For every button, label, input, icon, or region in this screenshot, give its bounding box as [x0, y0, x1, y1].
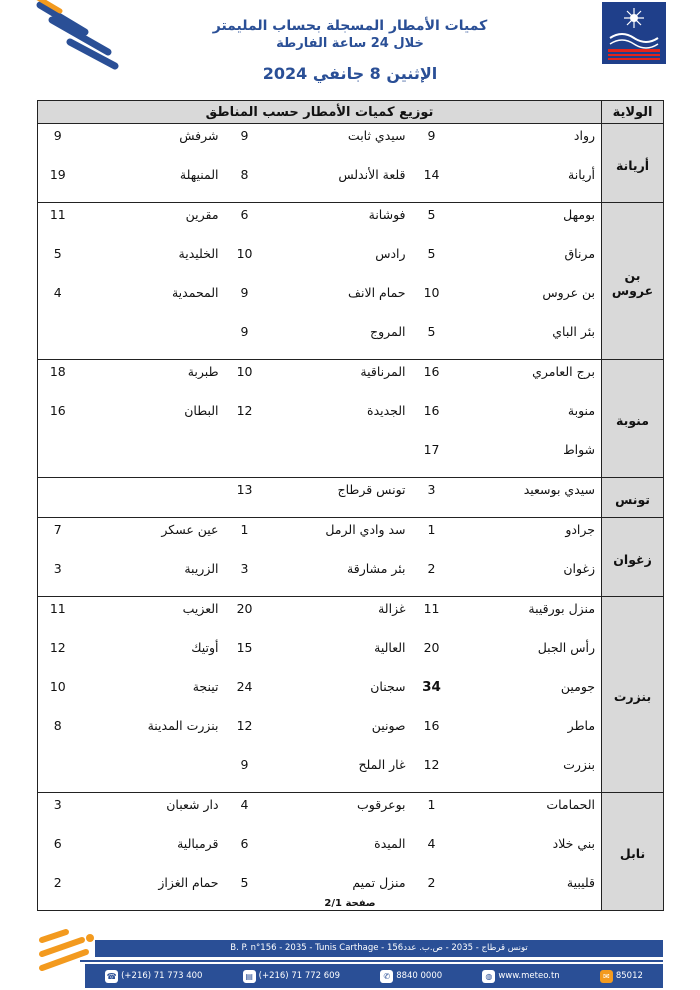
station-name: حمام الغزاز — [158, 875, 219, 890]
rain-value — [38, 438, 78, 478]
station-name: الحمامات — [452, 793, 602, 833]
fax-icon: ▤ — [243, 970, 256, 983]
station-name: العزيب — [78, 597, 225, 637]
station-name: تينجة — [192, 679, 219, 694]
governorate-cell: نابل — [602, 793, 664, 911]
rain-value: 5 — [427, 246, 436, 261]
rain-value — [38, 478, 78, 518]
station-name: جرادو — [452, 518, 602, 558]
footer — [0, 920, 700, 990]
footer-divider — [80, 960, 663, 962]
station-name: ماطر — [567, 718, 596, 733]
station-name: أريانة — [568, 167, 596, 182]
station-name: صونين — [371, 718, 406, 733]
rain-value: 2 — [53, 875, 62, 890]
rain-value: 18 — [38, 360, 78, 400]
station-name: المنيهلة — [179, 167, 219, 182]
table-row — [38, 242, 664, 281]
governorate-cell: بن عروس — [602, 203, 664, 360]
rain-value: 10 — [236, 246, 253, 261]
station-name: الزريبة — [184, 561, 219, 576]
station-name: بنزرت — [563, 757, 596, 772]
station-name — [78, 320, 225, 360]
rain-value: 10 — [49, 679, 66, 694]
rain-value: 6 — [240, 836, 249, 851]
rain-value: 11 — [38, 203, 78, 243]
rain-value: 2 — [427, 875, 436, 890]
station-name: طبربة — [78, 360, 225, 400]
rain-value: 19 — [49, 167, 66, 182]
table-row — [38, 163, 664, 203]
table-row — [38, 793, 664, 833]
station-name: غار الملح — [358, 757, 406, 772]
rain-value: 3 — [38, 793, 78, 833]
station-name: العالية — [374, 640, 406, 655]
rain-value: 12 — [236, 718, 253, 733]
table-row — [38, 438, 664, 478]
table-row — [38, 557, 664, 597]
sms-icon: ✉ — [600, 970, 613, 983]
station-name: الخليدية — [178, 246, 219, 261]
report-subtitle: خلال 24 ساعة الفارطة — [276, 36, 424, 51]
station-name: تونس قرطاج — [265, 478, 412, 518]
rain-value: 9 — [225, 124, 265, 164]
station-name: بئر مشارقة — [347, 561, 406, 576]
rain-value: 9 — [38, 124, 78, 164]
station-name: مقرين — [78, 203, 225, 243]
contact-text: (+216) 71 772 609 — [258, 971, 340, 981]
station-name: مرناق — [564, 246, 596, 261]
rain-value: 12 — [423, 757, 440, 772]
rain-value: 3 — [53, 561, 62, 576]
rain-value: 12 — [49, 640, 66, 655]
rain-value — [225, 438, 265, 478]
station-name — [78, 438, 225, 478]
table-row — [38, 597, 664, 637]
station-name: شواط — [563, 442, 596, 457]
table-row — [38, 203, 664, 243]
station-name — [78, 753, 225, 793]
table-row — [38, 281, 664, 320]
station-name: بنزرت المدينة — [147, 718, 219, 733]
rain-value: 2 — [427, 561, 436, 576]
contact-item — [105, 970, 202, 983]
table-row — [38, 753, 664, 793]
station-name — [265, 438, 412, 478]
contact-text: 85012 — [615, 971, 643, 981]
station-name: زغوان — [563, 561, 596, 576]
station-name: سيدي ثابت — [265, 124, 412, 164]
distribution-header: توزيع كميات الأمطار حسب المناطق — [38, 101, 602, 124]
rain-value: 34 — [422, 679, 441, 695]
station-name: المرناقية — [265, 360, 412, 400]
station-name: المحمدية — [171, 285, 219, 300]
station-name: فوشانة — [265, 203, 412, 243]
station-name: عين عسكر — [78, 518, 225, 558]
rain-value: 13 — [225, 478, 265, 518]
station-name: منزل تميم — [352, 875, 406, 890]
rain-value: 15 — [236, 640, 253, 655]
rain-value: 7 — [38, 518, 78, 558]
station-name: حمام الانف — [348, 285, 406, 300]
station-name: غزالة — [265, 597, 412, 637]
contact-item — [600, 970, 643, 983]
table-row — [38, 320, 664, 360]
phone-icon: ☎ — [106, 971, 117, 981]
rain-value: 16 — [412, 360, 452, 400]
table-body — [38, 124, 664, 911]
contact-item — [380, 970, 442, 983]
table-row — [38, 832, 664, 871]
station-name: سد وادي الرمل — [265, 518, 412, 558]
rain-value: 14 — [423, 167, 440, 182]
station-name: قليبية — [566, 875, 596, 890]
station-name: بومهل — [452, 203, 602, 243]
table-row — [38, 675, 664, 714]
rain-value: 9 — [240, 324, 249, 339]
governorate-cell: بنزرت — [602, 597, 664, 793]
rain-value: 5 — [240, 875, 249, 890]
decorative-stripes — [30, 0, 120, 70]
report-title: كميات الأمطار المسجلة بحساب المليمتر — [212, 18, 488, 34]
rain-value — [38, 320, 78, 360]
table-row — [38, 518, 664, 558]
rain-value: 24 — [236, 679, 253, 694]
table-row — [38, 360, 664, 400]
rain-value: 16 — [49, 403, 66, 418]
rain-value: 5 — [53, 246, 62, 261]
table-row — [38, 636, 664, 675]
rain-value: 3 — [412, 478, 452, 518]
rain-value: 17 — [423, 442, 440, 457]
station-name: منزل بورقيبة — [452, 597, 602, 637]
footer-contacts — [85, 964, 663, 988]
rain-value: 4 — [225, 793, 265, 833]
governorate-cell: منوبة — [602, 360, 664, 478]
contact-text: (+216) 71 773 400 — [121, 971, 203, 981]
governorate-header: الولاية — [602, 101, 664, 124]
contact-item — [482, 970, 559, 983]
station-name: رادس — [375, 246, 406, 261]
inm-logo — [602, 2, 666, 64]
station-name: بني خلاد — [552, 836, 596, 851]
station-name: سجنان — [370, 679, 406, 694]
hotline-icon: ✆ — [380, 970, 393, 983]
rain-value — [38, 753, 78, 793]
table-row — [38, 714, 664, 753]
contact-text: www.meteo.tn — [498, 971, 560, 981]
station-name: منوبة — [567, 403, 596, 418]
rainfall-table — [37, 100, 664, 911]
rain-value: 10 — [225, 360, 265, 400]
station-name: رواد — [452, 124, 602, 164]
rain-value: 12 — [236, 403, 253, 418]
rain-value: 20 — [225, 597, 265, 637]
rain-value: 5 — [427, 324, 436, 339]
rain-value: 1 — [225, 518, 265, 558]
station-name: أوتيك — [191, 640, 219, 655]
station-name: قلعة الأندلس — [338, 167, 406, 182]
station-name: سيدي بوسعيد — [452, 478, 602, 518]
rain-value: 4 — [427, 836, 436, 851]
rain-value: 10 — [423, 285, 440, 300]
station-name — [78, 478, 225, 518]
footer-address: B. P. n°156 - 2035 - Tunis Carthage - تونس قرطاج - 2035 - ص.ب. عدد156 — [95, 940, 663, 957]
contact-item — [243, 970, 340, 983]
station-name: البطان — [184, 403, 219, 418]
rain-value: 4 — [53, 285, 62, 300]
station-name: جومين — [560, 679, 596, 694]
rain-value: 20 — [423, 640, 440, 655]
rain-value: 11 — [38, 597, 78, 637]
rain-value: 16 — [423, 403, 440, 418]
rain-value: 1 — [412, 518, 452, 558]
table-row — [38, 478, 664, 518]
station-name: رأس الجبل — [537, 640, 596, 655]
station-name: الجديدة — [367, 403, 406, 418]
station-name: قرمبالية — [177, 836, 219, 851]
rain-value: 9 — [240, 757, 249, 772]
report-date: الإثنين 8 جانفي 2024 — [262, 64, 438, 83]
rain-value: 9 — [412, 124, 452, 164]
table-row — [38, 399, 664, 438]
governorate-cell: تونس — [602, 478, 664, 518]
station-name: بئر الباي — [552, 324, 596, 339]
station-name: بوعرقوب — [265, 793, 412, 833]
station-name: دار شعبان — [78, 793, 225, 833]
station-name: بن عروس — [542, 285, 596, 300]
rain-value: 5 — [412, 203, 452, 243]
station-name: برج العامري — [452, 360, 602, 400]
page-number: صفحة 2/1 — [324, 898, 376, 909]
rain-value: 6 — [225, 203, 265, 243]
table-row — [38, 124, 664, 164]
rain-value: 8 — [240, 167, 249, 182]
station-name: شرفش — [78, 124, 225, 164]
governorate-cell: زغوان — [602, 518, 664, 597]
rain-value: 11 — [412, 597, 452, 637]
rain-value: 8 — [53, 718, 62, 733]
rain-value: 16 — [423, 718, 440, 733]
web-icon: ◍ — [482, 970, 495, 983]
station-name: المروج — [370, 324, 406, 339]
rain-value: 6 — [53, 836, 62, 851]
governorate-cell: أريانة — [602, 124, 664, 203]
station-name: الميدة — [374, 836, 406, 851]
rain-value: 3 — [240, 561, 249, 576]
rain-value: 1 — [412, 793, 452, 833]
contact-text: 8840 0000 — [396, 971, 443, 981]
rain-value: 9 — [240, 285, 249, 300]
